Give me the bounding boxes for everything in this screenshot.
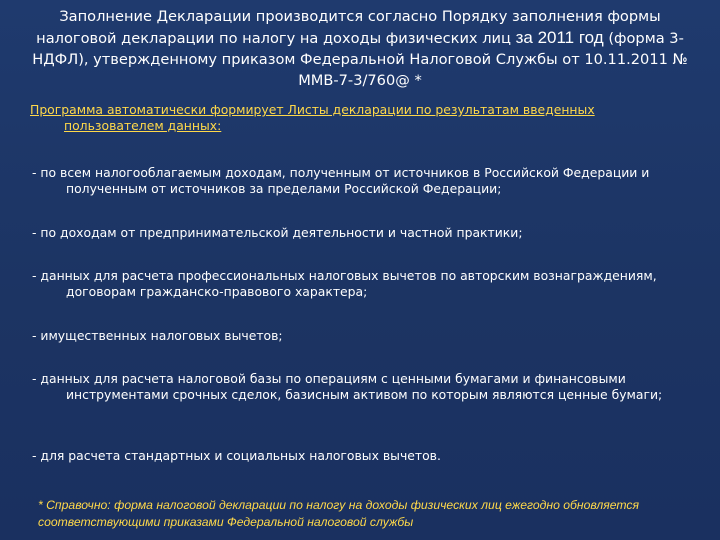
title-year: за 2011 год <box>515 28 604 47</box>
list-item-standard-social-deductions: - для расчета стандартных и социальных налоговых вычетов. <box>32 448 441 463</box>
intro-text: Программа автоматически формирует Листы декларации по результатам введенных пользователем данных: <box>30 102 595 133</box>
list-item-professional-deductions: - данных для расчета профессиональных налоговых вычетов по авторским вознаграждениям, договорам гражданско-правового характера; <box>32 268 657 299</box>
title-text-part-2: (форма 3-НДФЛ), утвержденному приказом Федеральной Налоговой Службы от 10.11.2011 № ММВ-7-3/760@ * <box>32 30 688 89</box>
title-text-part-1: Заполнение Декларации производится согласно Порядку заполнения формы налоговой декларации по налогу на доходы физических лиц <box>36 8 661 47</box>
content-block <box>30 102 694 134</box>
list-item-property-deductions: - имущественных налоговых вычетов; <box>32 328 283 343</box>
footnote: * Справочно: форма налоговой декларации по налогу на доходы физических лиц ежегодно обновляется соответствующими приказами Федеральной налоговой службы <box>38 498 639 529</box>
list-item-income: - по всем налогооблагаемым доходам, полученным от источников в Российской Федерации и полученным от источников за пределами Российской Федерации; <box>32 165 650 196</box>
slide-title <box>30 6 690 91</box>
list-item-securities: - данных для расчета налоговой базы по операциям с ценными бумагами и финансовыми инструментами срочных сделок, базисным активом по которым являются ценные бумаги; <box>32 371 663 402</box>
list-item-business: - по доходам от предпринимательской деятельности и частной практики; <box>32 225 523 240</box>
